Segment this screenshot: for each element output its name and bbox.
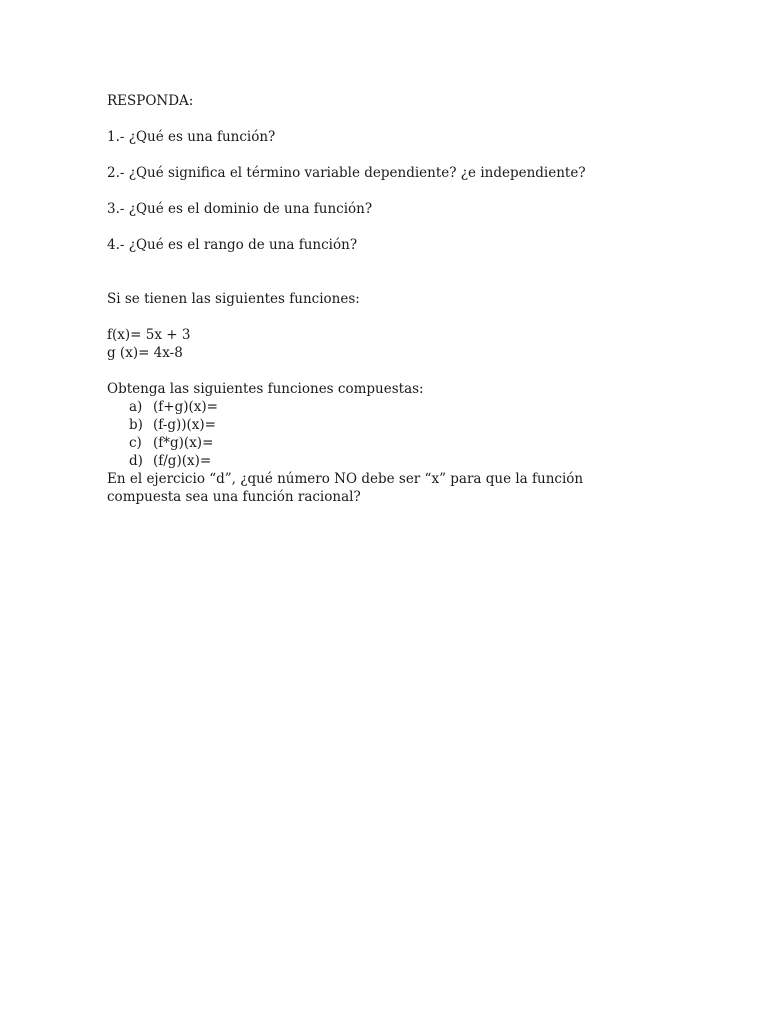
list-item-text: (f+g)(x)= [153,399,218,415]
final-question: En el ejercicio “d”, ¿qué número NO debe ser “x” para que la función compuesta sea una función racional? [107,471,584,505]
list-item-b [107,416,667,434]
list-marker: b) [129,417,143,433]
document-page [107,92,667,506]
heading: RESPONDA: [107,93,194,109]
list-marker: a) [129,399,143,415]
function-g: g (x)= 4x-8 [107,345,183,361]
list-item-text: (f/g)(x)= [153,453,212,469]
question-3: 3.- ¿Qué es el dominio de una función? [107,201,373,217]
list-item-text: (f*g)(x)= [153,435,214,451]
list-item-a [107,398,667,416]
instruction: Obtenga las siguientes funciones compuestas: [107,381,424,397]
list-item-d [107,452,667,470]
functions-intro: Si se tienen las siguientes funciones: [107,291,360,307]
list-marker: d) [129,453,143,469]
question-4: 4.- ¿Qué es el rango de una función? [107,237,358,253]
question-1: 1.- ¿Qué es una función? [107,129,276,145]
list-marker: c) [129,435,142,451]
function-f: f(x)= 5x + 3 [107,327,191,343]
list-item-c [107,434,667,452]
list-item-text: (f-g))(x)= [153,417,216,433]
question-2: 2.- ¿Qué significa el término variable dependiente? ¿e independiente? [107,165,586,181]
